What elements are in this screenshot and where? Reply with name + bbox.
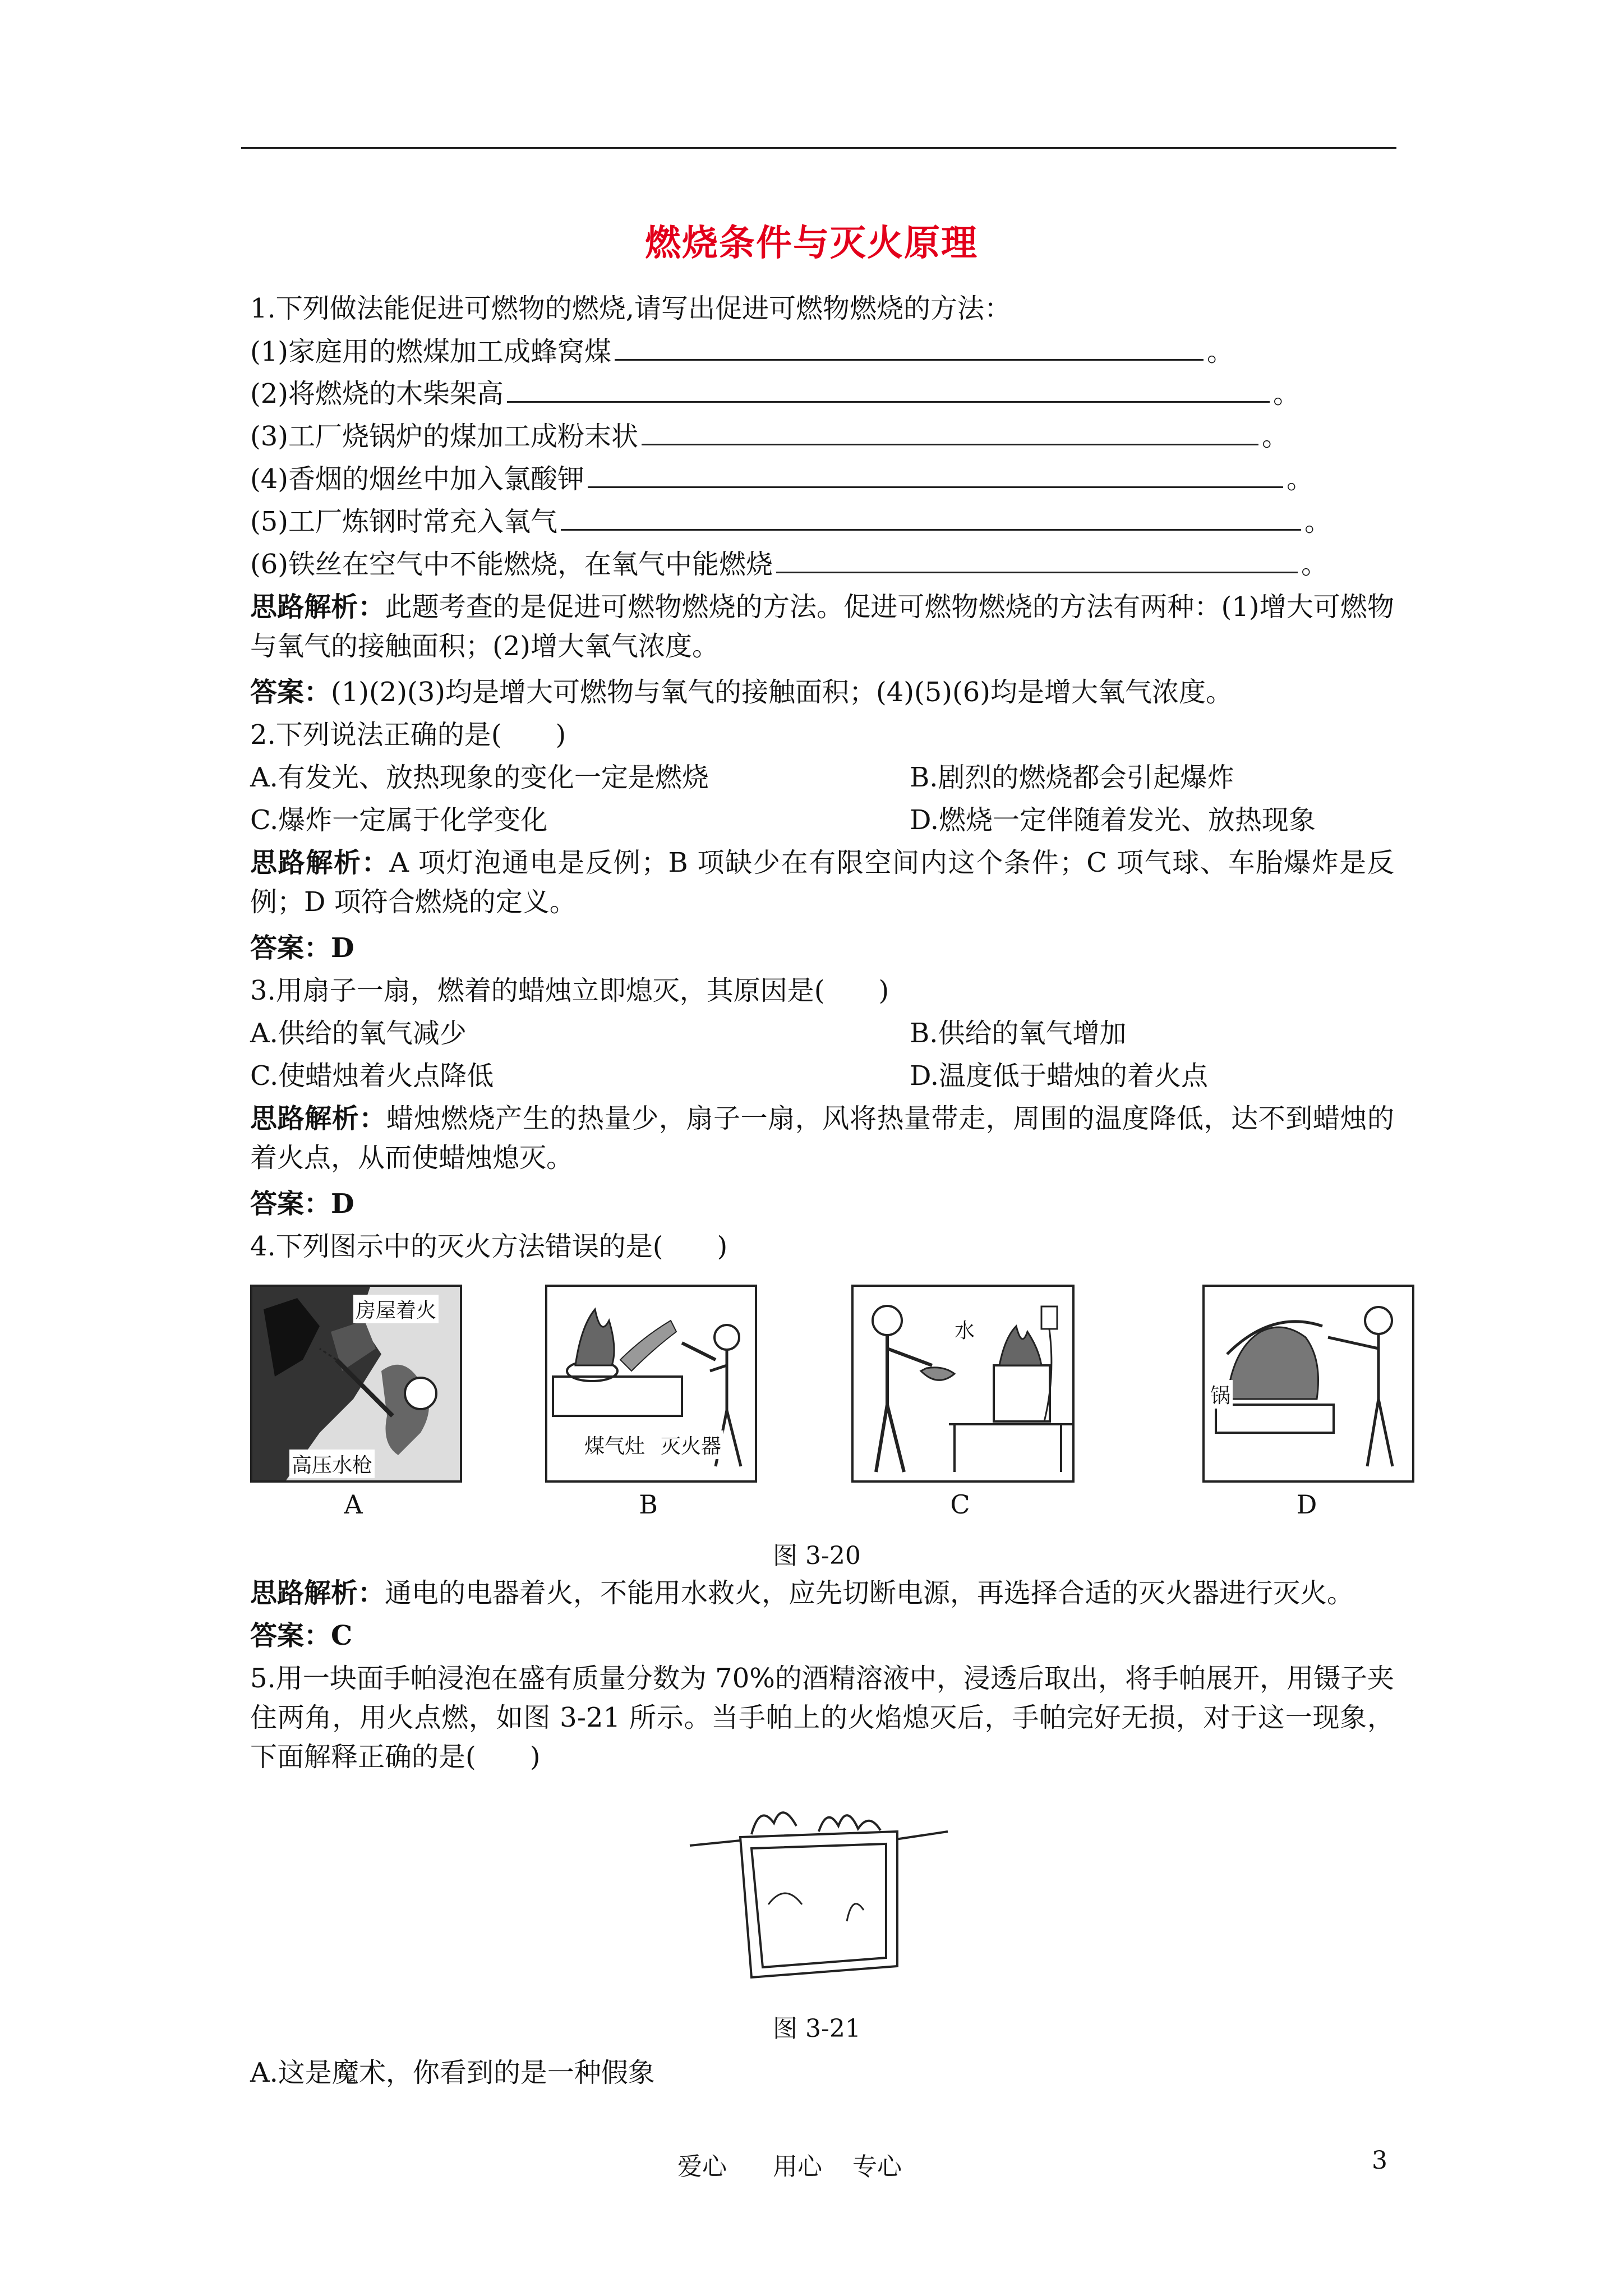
q5-option-a: A.这是魔术，你看到的是一种假象 <box>250 2057 655 2088</box>
q3-option-a: A.供给的氧气减少 <box>250 1018 467 1049</box>
q2-option-c: C.爆炸一定属于化学变化 <box>250 804 548 836</box>
q1-item-5: (5)工厂炼钢时常充入氧气 。 <box>250 502 1331 541</box>
footer-right: 专心 <box>852 2152 902 2181</box>
figure-3-21-caption: 图 3-21 <box>773 2014 861 2043</box>
label-house-fire: 房屋着火 <box>353 1295 439 1323</box>
figure-3-21-handkerchief <box>684 1792 953 1983</box>
header-rule <box>241 147 1396 149</box>
figure-c-electric-fire <box>851 1285 1075 1483</box>
label-water-gun: 高压水枪 <box>289 1450 375 1478</box>
q3-analysis: 思路解析：蜡烛燃烧产生的热量少，扇子一扇，风将热量带走，周围的温度降低，达不到蜡烛的着火点，从而使蜡烛熄灭。 <box>250 1103 1394 1174</box>
q2-option-d: D.燃烧一定伴随着发光、放热现象 <box>910 804 1316 836</box>
q4-stem: 4.下列图示中的灭火方法错误的是( ) <box>250 1231 728 1262</box>
q1-item-2: (2)将燃烧的木柴架高 。 <box>250 374 1300 413</box>
q2-analysis: 思路解析：A 项灯泡通电是反例；B 项缺少在有限空间内这个条件；C 项气球、车胎爆炸是反例；D 项符合燃烧的定义。 <box>250 847 1394 918</box>
q4-answer: 答案：C <box>250 1620 353 1651</box>
q2-answer: 答案：D <box>250 932 354 964</box>
figure-b-letter: B <box>639 1489 658 1520</box>
footer-middle: 用心 <box>773 2152 822 2181</box>
figure-a-house-fire <box>250 1285 462 1483</box>
label-extinguisher: 灭火器 <box>658 1430 723 1459</box>
q3-stem: 3.用扇子一扇，燃着的蜡烛立即熄灭，其原因是( ) <box>250 975 889 1006</box>
figure-a-letter: A <box>344 1489 363 1520</box>
q1-stem: 1.下列做法能促进可燃物的燃烧,请写出促进可燃物燃烧的方法： <box>250 293 1012 324</box>
q3-option-d: D.温度低于蜡烛的着火点 <box>910 1060 1209 1092</box>
q3-answer: 答案：D <box>250 1188 354 1220</box>
q5-stem: 5.用一块面手帕浸泡在盛有质量分数为 70%的酒精溶液中，浸透后取出，将手帕展开，用镊子夹住两角，用火点燃，如图 3-21 所示。当手帕上的火焰熄灭后，手帕完好无损，对于这一现象，下面解释正确的是( ) <box>250 1663 1394 1773</box>
figure-d-pot-fire <box>1202 1285 1414 1483</box>
q1-item-6: (6)铁丝在空气中不能燃烧，在氧气中能燃烧 。 <box>250 545 1328 584</box>
footer-left: 爱心 <box>677 2152 727 2181</box>
q2-option-b: B.剧烈的燃烧都会引起爆炸 <box>910 762 1234 793</box>
figure-d-letter: D <box>1296 1489 1317 1520</box>
label-gas-stove: 煤气灶 <box>582 1430 647 1459</box>
q1-answer: 答案：(1)(2)(3)均是增大可燃物与氧气的接触面积；(4)(5)(6)均是增大氧气浓度。 <box>250 677 1233 708</box>
q1-item-1: (1)家庭用的燃煤加工成蜂窝煤 。 <box>250 332 1234 371</box>
figure-c-letter: C <box>950 1489 970 1520</box>
figure-3-20-caption: 图 3-20 <box>773 1542 861 1570</box>
page-number: 3 <box>1372 2146 1387 2175</box>
page-title: 燃烧条件与灭火原理 <box>645 222 978 264</box>
q4-analysis: 思路解析：通电的电器着火，不能用水救火，应先切断电源，再选择合适的灭火器进行灭火。 <box>250 1577 1354 1609</box>
q3-option-c: C.使蜡烛着火点降低 <box>250 1060 494 1092</box>
q1-item-4: (4)香烟的烟丝中加入氯酸钾 。 <box>250 459 1313 499</box>
label-pot: 锅 <box>1208 1380 1233 1409</box>
q1-item-3: (3)工厂烧锅炉的煤加工成粉末状 。 <box>250 417 1289 456</box>
q2-stem: 2.下列说法正确的是( ) <box>250 719 566 751</box>
gas-stove-illustration <box>547 1287 755 1480</box>
burning-handkerchief-illustration <box>684 1792 953 1983</box>
pot-fire-illustration <box>1205 1287 1412 1480</box>
q3-option-b: B.供给的氧气增加 <box>910 1018 1127 1049</box>
q2-option-a: A.有发光、放热现象的变化一定是燃烧 <box>250 762 709 793</box>
label-water: 水 <box>952 1315 977 1343</box>
q1-analysis: 思路解析：此题考查的是促进可燃物燃烧的方法。促进可燃物燃烧的方法有两种：(1)增大可燃物与氧气的接触面积；(2)增大氧气浓度。 <box>250 591 1394 662</box>
figure-b-gas-stove <box>545 1285 757 1483</box>
